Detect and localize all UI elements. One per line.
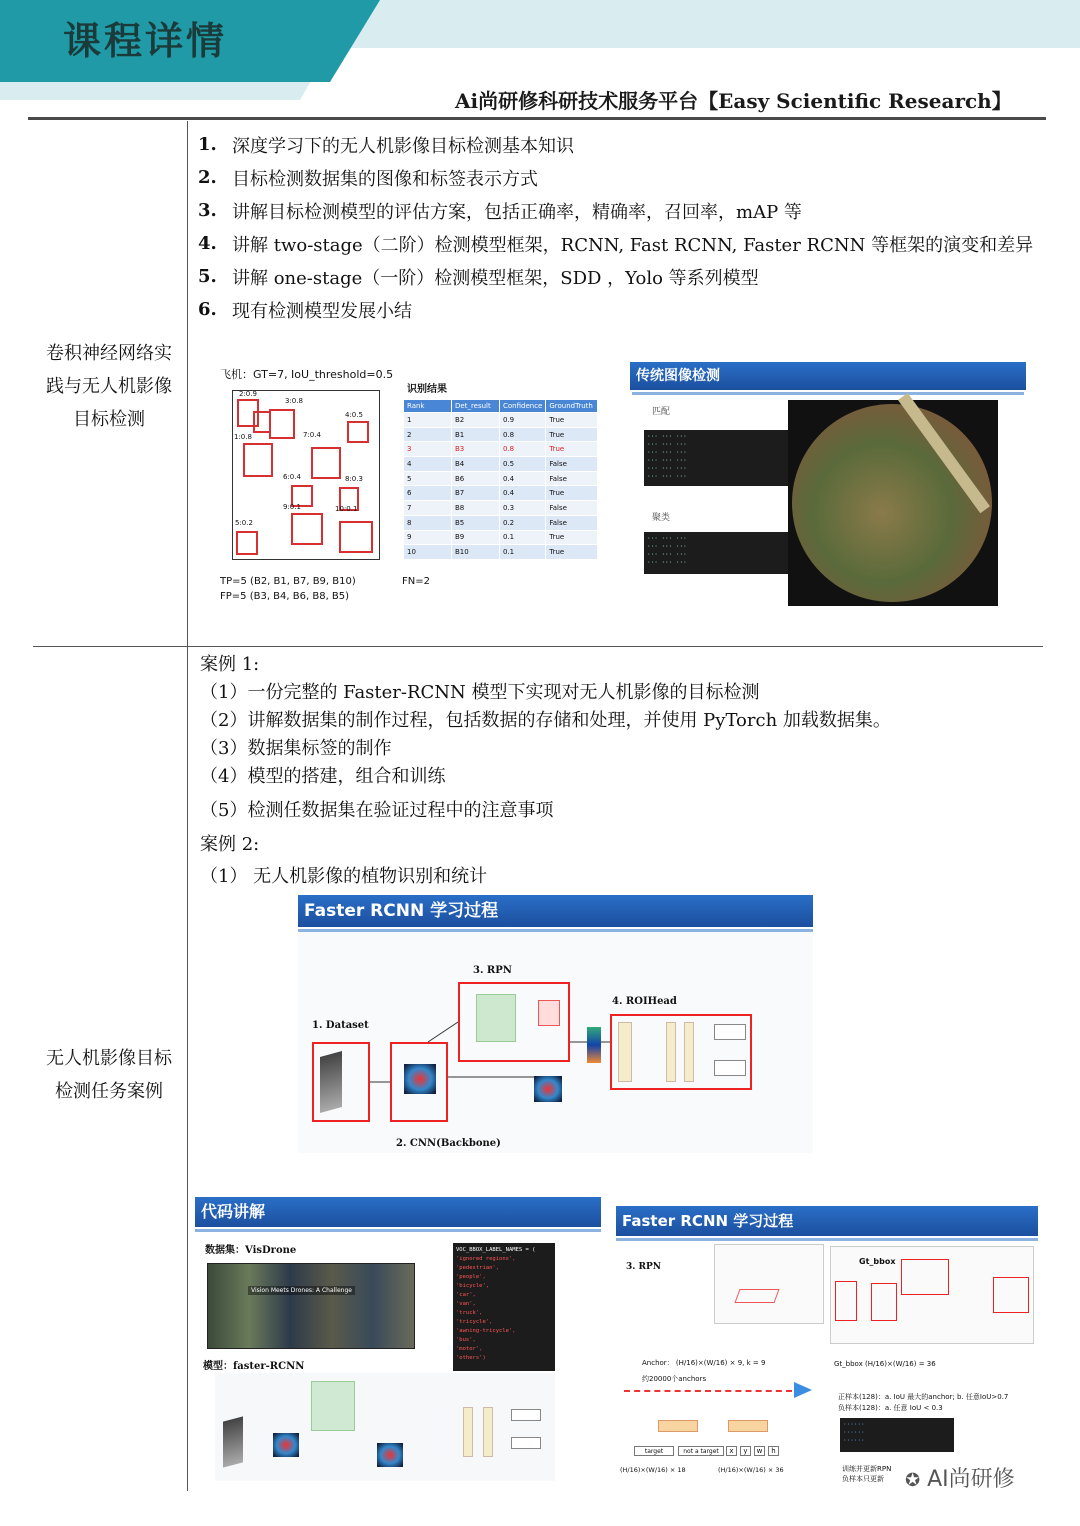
rpn-section-label: 3. RPN <box>626 1262 662 1272</box>
table-cell: B10 <box>452 545 500 560</box>
list-item <box>198 260 1038 293</box>
table-cell: 10 <box>404 545 452 560</box>
rpn-label: 3. RPN <box>473 965 512 976</box>
section2-label-line: 检测任务案例 <box>55 1081 163 1102</box>
anchor-count: 约20000个anchors <box>642 1375 707 1383</box>
section1-label-line: 目标检测 <box>73 409 145 430</box>
box-label: 7:0.4 <box>303 431 321 439</box>
coord-cell: w <box>754 1446 765 1456</box>
table-row <box>404 530 598 545</box>
table-cell: 1 <box>404 413 452 428</box>
box-label: 10:0.1 <box>335 505 358 513</box>
list-item <box>198 227 1038 260</box>
fc-layer <box>483 1407 493 1457</box>
table-cell: True <box>546 545 598 560</box>
header-divider <box>28 117 1046 120</box>
section1-label-line: 践与无人机影像 <box>46 376 172 397</box>
code-line: 'tricycle', <box>456 1319 493 1325</box>
aircraft-image-panel <box>232 390 380 560</box>
detection-box <box>236 531 258 555</box>
table-cell: 7 <box>404 501 452 516</box>
table-cell: B6 <box>452 471 500 486</box>
watermark-text: AI尚研修 <box>927 1467 1015 1492</box>
item-number: 5. <box>198 266 217 287</box>
table-row <box>404 486 598 501</box>
table-cell: B1 <box>452 427 500 442</box>
table-cell: 0.9 <box>500 413 546 428</box>
model-name-label: 模型：faster-RCNN <box>203 1361 305 1372</box>
dataset-box <box>835 1281 857 1321</box>
gt-formula: Gt_bbox (H/16)×(W/16) = 36 <box>834 1360 936 1368</box>
table-cell: B5 <box>452 515 500 530</box>
code-figure-title: 代码讲解 <box>195 1197 601 1227</box>
cls-output-size: (H/16)×(W/16) × 18 <box>620 1466 686 1474</box>
detection-box <box>269 409 295 439</box>
fc-layer <box>463 1407 473 1457</box>
traditional-detection-figure <box>630 362 1026 610</box>
cluster-code-snippet: ··· ··· ··· ··· ··· ··· ··· ··· ··· ··· ··· ··· <box>644 532 790 574</box>
cluster-label: 聚类 <box>652 513 671 523</box>
list-item <box>198 128 1038 161</box>
pipeline-thumbnail <box>830 1246 1034 1344</box>
box-label: 5:0.2 <box>235 519 253 527</box>
table-cell: True <box>546 427 598 442</box>
gt-bbox-label: Gt_bbox <box>859 1257 896 1266</box>
case2-item: （1） 无人机影像的植物识别和统计 <box>200 866 488 887</box>
cls-output <box>511 1409 541 1421</box>
case2-title: 案例 2: <box>200 834 260 855</box>
code-line: 'others') <box>456 1355 486 1361</box>
detection-box <box>311 447 341 479</box>
table-cell: 0.1 <box>500 545 546 560</box>
code-line: 'awning-tricycle', <box>456 1328 516 1334</box>
table-row <box>404 427 598 442</box>
table-row <box>404 545 598 560</box>
tp-summary: TP=5 (B2, B1, B7, B9, B10) <box>220 576 356 587</box>
table-cell: B3 <box>452 442 500 457</box>
roi-head-label: 4. ROIHead <box>612 996 677 1007</box>
case1-item: （1）一份完整的 Faster-RCNN 模型下实现对无人机影像的目标检测 <box>200 682 760 703</box>
table-cell: 0.4 <box>500 471 546 486</box>
table-cell: 0.8 <box>500 442 546 457</box>
item-text: 深度学习下的无人机影像目标检测基本知识 <box>232 135 574 157</box>
model-diagram <box>215 1373 555 1481</box>
table-cell: 0.2 <box>500 515 546 530</box>
case1-item: （5）检测任数据集在验证过程中的注意事项 <box>200 800 554 821</box>
backbone-box <box>871 1283 897 1321</box>
table-cell: 6 <box>404 486 452 501</box>
eval-figure-title: 飞机：GT=7, IoU_threshold=0.5 <box>220 368 394 381</box>
item-text: 目标检测数据集的图像和标签表示方式 <box>232 168 538 190</box>
table-cell: 0.1 <box>500 530 546 545</box>
negative-note: 负样本只更新 <box>842 1475 884 1483</box>
table-cell: False <box>546 471 598 486</box>
item-number: 1. <box>198 134 217 155</box>
list-item <box>198 161 1038 194</box>
table-cell: 0.8 <box>500 427 546 442</box>
coord-cell: x <box>726 1446 737 1456</box>
table-cell: False <box>546 457 598 472</box>
negative-sample-rule: 负样本(128)：a. 任意 IoU < 0.3 <box>838 1404 943 1412</box>
positive-sample-rule: 正样本(128)：a. IoU 最大的anchor; b. 任意IoU>0.7 <box>838 1393 1009 1401</box>
code-line: 'motor', <box>456 1346 483 1352</box>
table-cell: True <box>546 530 598 545</box>
dataset-label: 1. Dataset <box>312 1020 369 1031</box>
result-table <box>403 399 598 560</box>
code-line: 'car', <box>456 1292 476 1298</box>
table-row <box>404 442 598 457</box>
not-target-cell: not a target <box>678 1446 724 1456</box>
table-cell: True <box>546 413 598 428</box>
case1-item: （3）数据集标签的制作 <box>200 738 392 759</box>
table-header-row <box>404 400 598 413</box>
box-label: 2:0.9 <box>239 390 257 398</box>
header-subtitle: Ai尚研修科研技术服务平台【Easy Scientific Research】 <box>455 89 1012 113</box>
item-number: 3. <box>198 200 217 221</box>
code-line: 'pedestrian', <box>456 1265 500 1271</box>
code-line: VOC_BBOX_LABEL_NAMES = ( <box>456 1247 536 1253</box>
code-line: 'bus', <box>456 1337 476 1343</box>
table-cell: B4 <box>452 457 500 472</box>
code-line: 'truck', <box>456 1310 483 1316</box>
section1-label-line: 卷积神经网络实 <box>46 343 172 364</box>
case1-item: （4）模型的搭建，组合和训练 <box>200 766 446 787</box>
table-cell: B2 <box>452 413 500 428</box>
case1-item: （2）讲解数据集的制作过程，包括数据的存储和处理，并使用 PyTorch 加载数据集。 <box>200 710 891 731</box>
table-vertical-divider <box>187 121 188 1491</box>
code-line: 'bicycle', <box>456 1283 490 1289</box>
pipeline-arrows <box>298 932 813 1153</box>
table-cell: 3 <box>404 442 452 457</box>
table-row <box>404 471 598 486</box>
rpn-volume <box>311 1381 355 1431</box>
traditional-figure-title: 传统图像检测 <box>630 362 1026 390</box>
feature-map <box>377 1443 403 1467</box>
fp-summary: FP=5 (B3, B4, B6, B8, B5) <box>220 591 350 602</box>
section2-label <box>33 1042 185 1108</box>
anchor-grid <box>734 1289 779 1303</box>
table-cell: False <box>546 501 598 516</box>
code-line: 'people', <box>456 1274 486 1280</box>
table-cell: B9 <box>452 530 500 545</box>
feature-map <box>273 1433 299 1457</box>
table-row <box>404 457 598 472</box>
item-number: 2. <box>198 167 217 188</box>
frcnn-figure-title: Faster RCNN 学习过程 <box>298 895 813 927</box>
detection-box <box>339 521 373 553</box>
image-stack <box>223 1416 243 1467</box>
box-label: 1:0.8 <box>234 433 252 441</box>
code-line: 'ignored regions', <box>456 1256 516 1262</box>
conv-block <box>728 1420 768 1432</box>
title-underline <box>195 1229 601 1232</box>
column-header: Rank <box>404 400 452 413</box>
table-cell: 0.3 <box>500 501 546 516</box>
anchor-dashed-line <box>624 1390 792 1392</box>
box-label: 8:0.3 <box>345 475 363 483</box>
detection-box <box>243 443 273 477</box>
rpn-box <box>901 1259 949 1295</box>
arrow-right-icon <box>794 1382 812 1398</box>
fn-summary: FN=2 <box>402 576 430 587</box>
title-underline <box>616 1238 1038 1241</box>
list-item <box>198 194 1038 227</box>
detection-box <box>347 421 369 443</box>
column-header: Confidence <box>500 400 546 413</box>
item-text: 讲解目标检测模型的评估方案，包括正确率，精确率，召回率，mAP 等 <box>232 201 802 223</box>
item-text: 讲解 two-stage（二阶）检测模型框架，RCNN, Fast RCNN, Faster RCNN 等框架的演变和差异 <box>232 234 1034 256</box>
column-header: GroundTruth <box>546 400 598 413</box>
label-names-code <box>453 1243 555 1371</box>
rpn-detail-figure <box>616 1206 1038 1488</box>
overlap-config-code: ······ ······ ······ <box>840 1418 954 1452</box>
section1-label <box>33 337 185 436</box>
table-cell: 8 <box>404 515 452 530</box>
match-label: 匹配 <box>652 407 671 417</box>
page-title: 课程详情 <box>63 19 228 63</box>
code-line: 'van', <box>456 1301 476 1307</box>
detection-box <box>291 513 323 545</box>
title-underline <box>632 392 1024 395</box>
table-row-divider <box>33 646 1043 647</box>
table-row <box>404 501 598 516</box>
cnn-label: 2. CNN(Backbone) <box>396 1138 501 1149</box>
table-cell: True <box>546 442 598 457</box>
conv-block <box>658 1420 698 1432</box>
target-cell: target <box>634 1446 674 1456</box>
table-cell: 2 <box>404 427 452 442</box>
table-row <box>404 515 598 530</box>
table-row <box>404 413 598 428</box>
table-cell: B7 <box>452 486 500 501</box>
table-cell: 5 <box>404 471 452 486</box>
code-explanation-figure <box>195 1197 601 1487</box>
item-text: 现有检测模型发展小结 <box>232 300 412 322</box>
box-label: 3:0.8 <box>285 397 303 405</box>
table-cell: False <box>546 515 598 530</box>
faster-rcnn-figure <box>298 895 813 1153</box>
roi-head-box <box>993 1277 1029 1313</box>
item-text: 讲解 one-stage（一阶）检测模型框架，SDD ，Yolo 等系列模型 <box>232 267 759 289</box>
item-number: 4. <box>198 233 217 254</box>
result-table-title: 识别结果 <box>407 384 447 395</box>
coord-cell: y <box>740 1446 751 1456</box>
aerial-image-panel <box>788 400 998 606</box>
table-cell: 0.5 <box>500 457 546 472</box>
watermark <box>905 1462 1015 1493</box>
table-cell: 9 <box>404 530 452 545</box>
reg-output-size: (H/16)×(W/16) × 36 <box>718 1466 784 1474</box>
box-label: 9:0.1 <box>283 503 301 511</box>
pipeline-diagram <box>298 932 813 1153</box>
table-cell: B8 <box>452 501 500 516</box>
item-number: 6. <box>198 299 217 320</box>
box-label: 4:0.5 <box>345 411 363 419</box>
table-cell: True <box>546 486 598 501</box>
wechat-icon: ✪ <box>905 1470 921 1491</box>
visdrone-banner: Vision Meets Drones: A Challenge <box>248 1286 355 1295</box>
table-cell: 4 <box>404 457 452 472</box>
dataset-name-label: 数据集：VisDrone <box>205 1245 297 1256</box>
anchor-formula: Anchor： (H/16)×(W/16) × 9, k = 9 <box>642 1359 766 1367</box>
section2-label-line: 无人机影像目标 <box>46 1048 172 1069</box>
column-header: Det_result <box>452 400 500 413</box>
bbox-output <box>511 1437 541 1449</box>
match-code-snippet: ··· ··· ··· ··· ··· ··· ··· ··· ··· ··· ··· ··· ··· ··· ··· ··· ··· ··· <box>644 430 790 486</box>
coord-cell: h <box>768 1446 779 1456</box>
train-note: 训练并更新RPN <box>842 1465 892 1473</box>
aerial-orchard-image <box>792 404 992 602</box>
rpn-network-sketch <box>714 1244 824 1324</box>
rpn-figure-title: Faster RCNN 学习过程 <box>616 1206 1038 1236</box>
visdrone-thumbnail-grid <box>207 1263 415 1349</box>
section1-topic-list <box>198 128 1038 326</box>
list-item <box>198 293 1038 326</box>
table-cell: 0.4 <box>500 486 546 501</box>
case1-title: 案例 1: <box>200 654 260 675</box>
box-label: 6:0.4 <box>283 473 301 481</box>
